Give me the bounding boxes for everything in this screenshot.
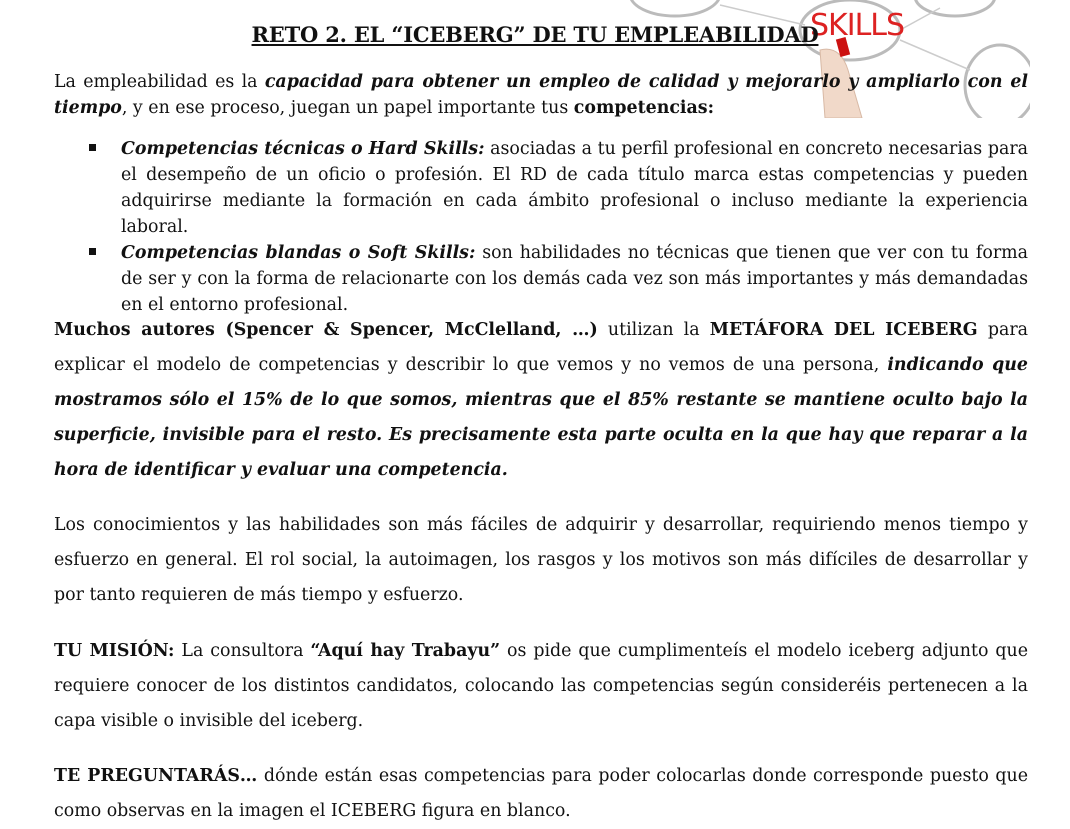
mission-paragraph: TU MISIÓN: La consultora “Aquí hay Trabayu” os pide que cumplimenteís el modelo iceberg adjunto que requiere conocer de los distintos candidatos, colocando las competencias según consideréis pertenecen a la capa visible o invisible del iceberg.	[54, 641, 1029, 731]
bullet-square-icon	[89, 144, 96, 151]
intro-paragraph: La empleabilidad es la capacidad para obtener un empleo de calidad y mejorarlo y ampliarlo con el tiempo, y en ese proceso, juegan un papel importante tus competencias:	[54, 72, 1028, 118]
question-paragraph: TE PREGUNTARÁS… dónde están esas competencias para poder colocarlas donde corresponde puesto que como observas en la imagen el ICEBERG figura en blanco.	[54, 766, 1028, 821]
bullet-square-icon	[89, 248, 96, 255]
competencies-list	[54, 136, 1028, 318]
list-item: Competencias técnicas o Hard Skills: asociadas a tu perfil profesional en concreto necesarias para el desempeño de un oficio o profesión. El RD de cada título marca estas competencias y pueden adquirirse mediante la formación en cada ámbito profesional o incluso mediante la experiencia laboral.	[54, 136, 1028, 240]
iceberg-paragraph: Muchos autores (Spencer & Spencer, McClelland, …) utilizan la METÁFORA DEL ICEBERG para explicar el modelo de competencias y describir lo que vemos y no vemos de una persona, indicando que mostramos sólo el 15% de lo que somos, mientras que el 85% restante se mantiene oculto bajo la superficie, invisible para el resto. Es precisamente esta parte oculta en la que hay que reparar a la hora de identificar y evaluar una competencia.	[54, 320, 1029, 480]
knowledge-paragraph: Los conocimientos y las habilidades son más fáciles de adquirir y desarrollar, requiriendo menos tiempo y esfuerzo en general. El rol social, la autoimagen, los rasgos y los motivos son más difíciles de desarrollar y por tanto requieren de más tiempo y esfuerzo.	[54, 515, 1028, 605]
page-title: RETO 2. EL “ICEBERG” DE TU EMPLEABILIDAD	[251, 22, 819, 47]
soft-skills-heading: Competencias blandas o Soft Skills:	[121, 243, 476, 263]
list-item: Competencias blandas o Soft Skills: son habilidades no técnicas que tienen que ver con tu forma de ser y con la forma de relacionarte con los demás cada vez son más importantes y más demandadas en el entorno profesional.	[54, 240, 1028, 318]
skills-word: SKILLS	[810, 8, 905, 43]
hard-skills-heading: Competencias técnicas o Hard Skills:	[121, 139, 485, 159]
